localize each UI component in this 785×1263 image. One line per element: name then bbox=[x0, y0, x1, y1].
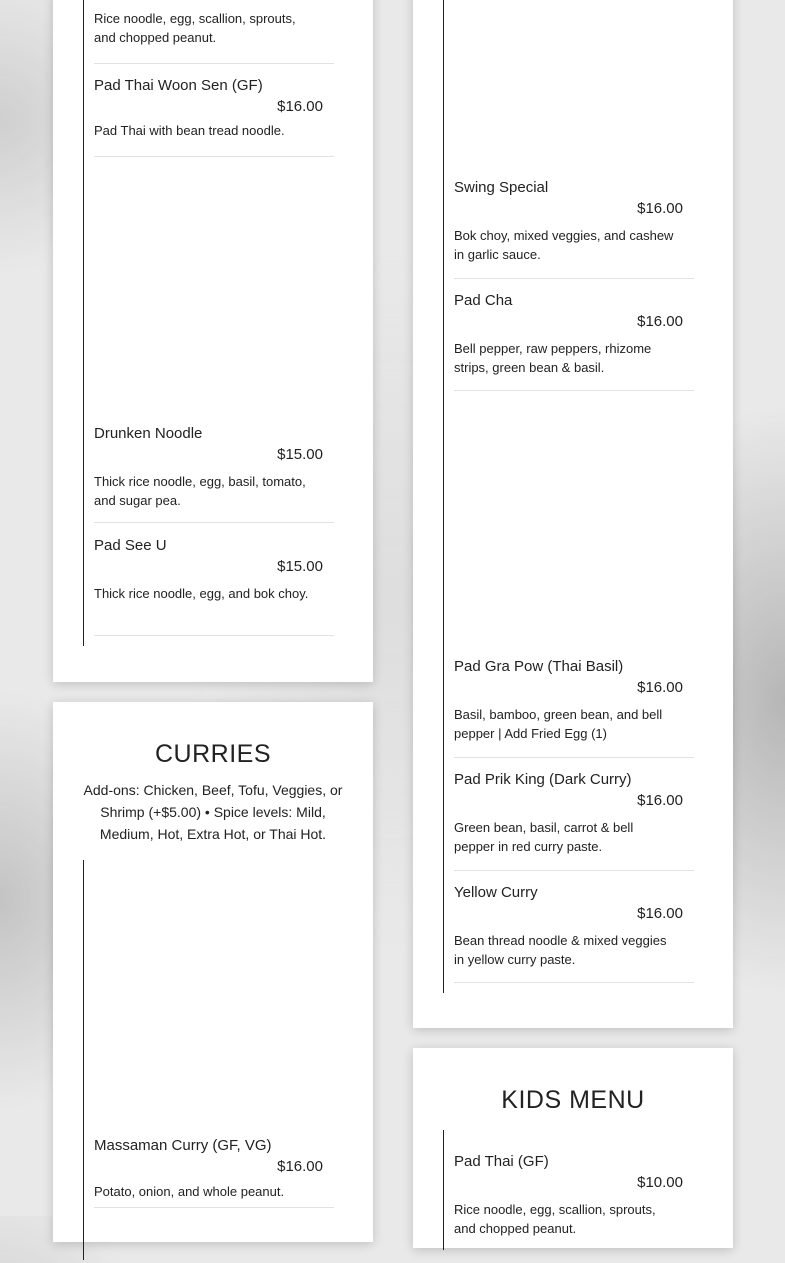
item-name: Pad Gra Pow (Thai Basil) bbox=[454, 658, 624, 675]
kids-list bbox=[443, 1130, 694, 1250]
item-price: $10.00 bbox=[637, 1174, 683, 1191]
item-price: $15.00 bbox=[277, 446, 323, 463]
item-price: $16.00 bbox=[637, 679, 683, 696]
item-name: Pad Thai (GF) bbox=[454, 1153, 549, 1170]
item-name: Massaman Curry (GF, VG) bbox=[94, 1137, 272, 1154]
section-subtitle: Add-ons: Chicken, Beef, Tofu, Veggies, or Shrimp (+$5.00) • Spice levels: Mild, Medium, Hot, Extra Hot, or Thai Hot. bbox=[83, 782, 343, 842]
entrees-list bbox=[443, 0, 694, 993]
item-name: Pad Thai Woon Sen (GF) bbox=[94, 77, 263, 94]
menu-item bbox=[454, 1153, 694, 1263]
section-title: CURRIES bbox=[154, 740, 271, 768]
item-description: Basil, bamboo, green bean, and bell pepper | Add Fried Egg (1) bbox=[454, 707, 663, 741]
kids-menu-card bbox=[413, 1048, 733, 1248]
item-description: Thick rice noodle, egg, and bok choy. bbox=[94, 586, 309, 601]
item-description: Bok choy, mixed veggies, and cashew in garlic sauce. bbox=[454, 228, 674, 262]
menu-item bbox=[94, 77, 334, 157]
item-name: Swing Special bbox=[454, 179, 549, 196]
item-price: $16.00 bbox=[277, 98, 323, 115]
menu-item bbox=[454, 658, 694, 758]
item-name: Pad See U bbox=[94, 537, 167, 554]
item-name: Pad Prik King (Dark Curry) bbox=[454, 771, 632, 788]
menu-item bbox=[94, 0, 334, 64]
menu-item bbox=[94, 425, 334, 523]
curries-list bbox=[83, 860, 334, 1260]
item-description: Potato, onion, and whole peanut. bbox=[94, 1184, 285, 1199]
item-description: Rice noodle, egg, scallion, sprouts, and chopped peanut. bbox=[94, 11, 296, 45]
section-title: KIDS MENU bbox=[501, 1086, 645, 1114]
item-description: Thick rice noodle, egg, basil, tomato, and sugar pea. bbox=[94, 474, 306, 508]
item-name: Pad Cha bbox=[454, 292, 513, 309]
item-name: Yellow Curry bbox=[454, 884, 538, 901]
item-name: Drunken Noodle bbox=[94, 425, 203, 442]
item-description: Bell pepper, raw peppers, rhizome strips, green bean & basil. bbox=[454, 341, 652, 375]
menu-item bbox=[454, 292, 694, 391]
item-description: Rice noodle, egg, scallion, sprouts, and chopped peanut. bbox=[454, 1202, 656, 1236]
item-price: $15.00 bbox=[277, 558, 323, 575]
noodles-card bbox=[53, 0, 373, 682]
menu-item bbox=[94, 537, 334, 636]
item-description: Bean thread noodle & mixed veggies in yellow curry paste. bbox=[454, 933, 667, 967]
menu-item bbox=[454, 771, 694, 871]
item-price: $16.00 bbox=[637, 792, 683, 809]
menu-item bbox=[94, 1137, 334, 1208]
menu-item bbox=[454, 884, 694, 983]
curries-card bbox=[53, 702, 373, 1242]
item-price: $16.00 bbox=[637, 200, 683, 217]
item-description: Green bean, basil, carrot & bell pepper in red curry paste. bbox=[454, 820, 634, 854]
item-price: $16.00 bbox=[277, 1158, 323, 1175]
item-price: $16.00 bbox=[637, 905, 683, 922]
item-price: $16.00 bbox=[637, 313, 683, 330]
noodles-list bbox=[83, 0, 334, 646]
entrees-card bbox=[413, 0, 733, 1028]
item-description: Pad Thai with bean tread noodle. bbox=[94, 123, 285, 138]
menu-item bbox=[454, 179, 694, 279]
